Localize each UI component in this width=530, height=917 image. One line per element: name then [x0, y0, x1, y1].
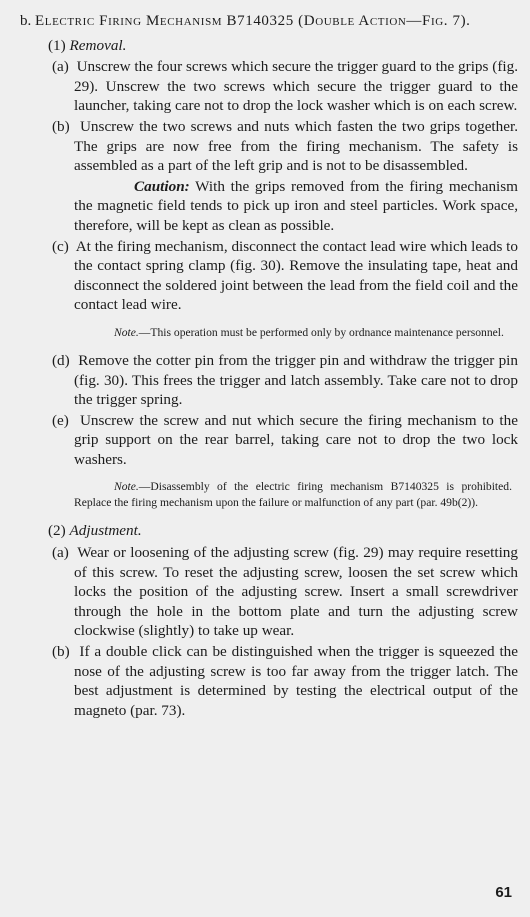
adjustment-item-a: (a) Wear or loosening of the adjusting screw (fig. 29) may require resetting of this screw. To reset the adjusting screw, loosen the set screw which locks the position of the adjusting screw. Insert a small screwdriver through the hole in the bottom plate and turn the adjusting screw clockwise (slightly) to take up wear. [52, 544, 518, 640]
removal-item-a: (a) Unscrew the four screws which secure the trigger guard to the grips (fig. 29). Unscrew the two screws which secure the trigger guard to the launcher, taking care not to drop the lock washer which is on each screw. [52, 58, 518, 115]
section-marker: b. [20, 13, 32, 29]
removal-item-e: (e) Unscrew the screw and nut which secure the firing mechanism to the grip support on the rear barrel, taking care not to drop the two lock washers. [52, 411, 518, 468]
adjustment-subheading: (2) Adjustment. [48, 522, 142, 540]
note-ordnance: Note.—This operation must be performed only by ordnance maintenance personnel. [114, 325, 504, 339]
adjustment-item-b: (b) If a double click can be distinguished when the trigger is squeezed the nose of the adjusting screw is too far away from the trigger latch. The best adjustment is determined by testing the electrical output of the magneto (par. 73). [52, 643, 518, 719]
removal-subheading: (1) Removal. [48, 36, 127, 54]
section-heading [12, 12, 518, 32]
removal-item-c: (c) At the firing mechanism, disconnect the contact lead wire which leads to the contact spring clamp (fig. 30). Remove the insulating tape, heat and disconnect the soldered joint between the lead from the field coil and the contact lead wire. [52, 237, 518, 314]
note-disassembly: Note.—Disassembly of the electric firing mechanism B7140325 is prohibited. Replace the firing mechanism upon the failure or malfunction of any part (par. 49b(2)). [74, 480, 512, 510]
caution-paragraph: Caution: With the grips removed from the firing mechanism the magnetic field tends to pick up iron and steel particles. Work space, therefore, will be kept as clean as possible. [74, 177, 518, 234]
section-title: Electric Firing Mechanism B7140325 (Double Action—Fig. 7). [35, 13, 471, 29]
removal-item-d: (d) Remove the cotter pin from the trigger pin and withdraw the trigger pin (fig. 30). This frees the trigger and latch assembly. Take care not to drop the trigger spring. [52, 351, 518, 409]
removal-item-b: (b) Unscrew the two screws and nuts which fasten the two grips together. The grips are now free from the firing mechanism. The safety is assembled as a part of the left grip and is not to be disassembled. [52, 117, 519, 175]
page-number: 61 [495, 884, 512, 901]
